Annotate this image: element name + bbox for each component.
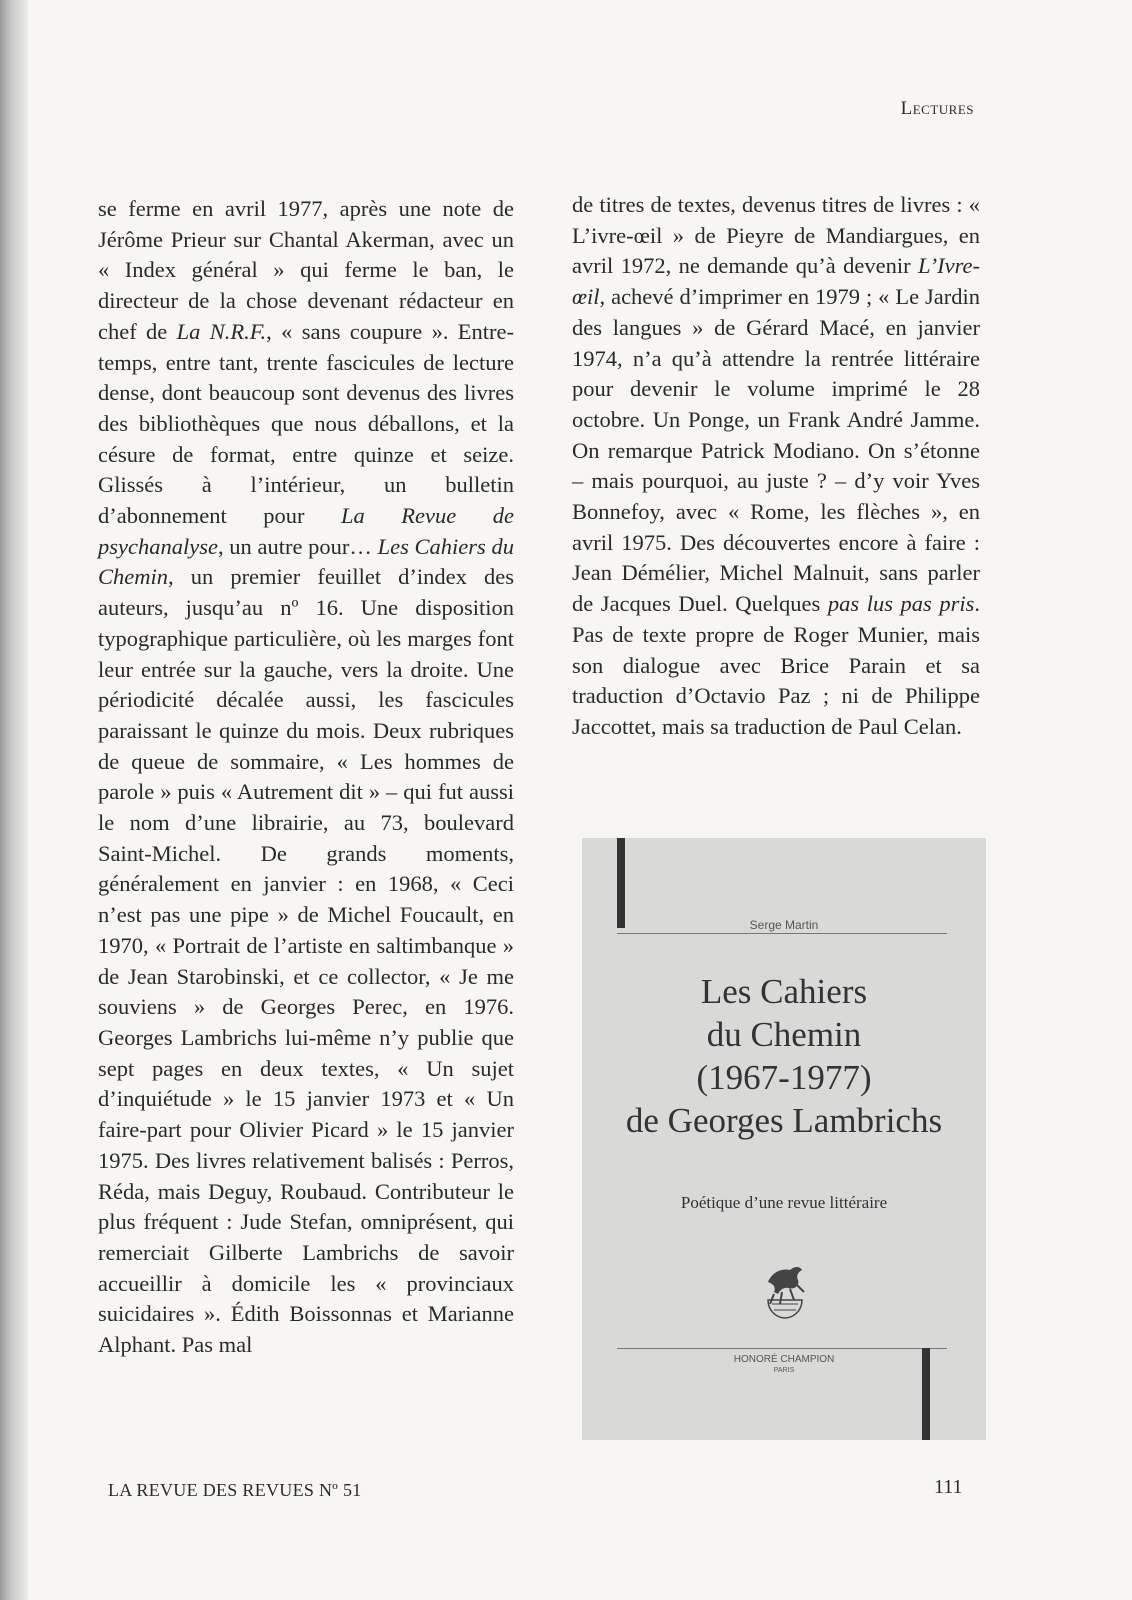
cover-publisher: HONORÉ CHAMPION	[733, 1354, 835, 1365]
cover-bottom-bar	[922, 1348, 930, 1440]
cover-title-line: Les Cahiers	[700, 972, 868, 1011]
footer-journal-title: LA REVUE DES REVUES Nº 51	[108, 1480, 362, 1500]
cover-title	[582, 970, 986, 1142]
cover-title-line: du Chemin	[706, 1015, 862, 1054]
cover-author: Serge Martin	[749, 918, 819, 932]
cover-title-line: de Georges Lambrichs	[625, 1101, 943, 1140]
cover-title-line: (1967-1977)	[696, 1058, 872, 1097]
running-head: Lectures	[900, 98, 974, 119]
right-column	[572, 190, 980, 743]
italic-phrase-pas-lus-pas-pris: pas lus pas pris	[827, 591, 975, 617]
left-column-paragraph	[98, 194, 514, 1361]
cover-top-bar	[617, 838, 625, 928]
page-spine-shadow	[0, 0, 28, 1600]
text-run: . Pas de texte propre de Roger Munier, mais son dialogue avec Brice Parain et sa traduction d’Octavio Paz ; ni de Philippe Jaccottet, mais sa traduction de Paul Celan.	[572, 591, 980, 739]
italic-title-revue-psychanalyse: La Revue de psychanalyse	[98, 503, 514, 559]
cover-subtitle: Poétique d’une revue littéraire	[680, 1193, 888, 1212]
horse-crest-emblem-icon	[754, 1260, 816, 1320]
left-column	[98, 194, 514, 1361]
right-column-paragraph	[572, 190, 980, 743]
page-number: 111	[934, 1476, 963, 1498]
cover-city: PARIS	[773, 1367, 795, 1374]
cover-bottom-rule	[617, 1348, 947, 1349]
text-run: , un autre pour…	[217, 533, 378, 559]
italic-title-nrf: La N.R.F.	[176, 318, 267, 344]
italic-title-ivre-oeil: L’Ivre-œil	[572, 253, 980, 310]
text-run: , un premier feuillet d’index des auteurs, jusqu’au nº 16. Une disposition typographique particulière, où les marges font leur entrée sur la gauche, vers la droite. Une périodicité décalée aussi, les fascicules paraissant le quinze du mois. Deux rubriques de queue de sommaire, « Les hommes de parole » puis « Autrement dit » – qui fut aussi le nom d’une librairie, au 73, boulevard Saint-Michel. De grands moments, généralement en janvier : en 1968, « Ceci n’est pas une pipe » de Michel Foucault, en 1970, « Portrait de l’artiste en saltimbanque » de Jean Starobinski, et ce collector, « Je me souviens » de Georges Perec, en 1976. Georges Lambrichs lui-même n’y publie que sept pages en deux textes, « Un sujet d’inquiétude » le 15 janvier 1973 et « Un faire-part pour Olivier Picard » le 15 janvier 1975. Des livres relativement balisés : Perros, Réda, mais Deguy, Roubaud. Contributeur le plus fréquent : Jude Stefan, omniprésent, qui remerciait Gilberte Lambrichs de savoir accueillir à domicile les « provinciaux suicidaires ». Édith Boissonnas et Marianne Alphant. Pas mal	[98, 564, 514, 1358]
text-run: de titres de textes, devenus titres de livres : « L’ivre-œil » de Pieyre de Mandiargues, en avril 1972, ne demande qu’à devenir	[572, 192, 980, 279]
text-run: , « sans coupure ». Entre-temps, entre tant, trente fascicules de lecture dense, dont beaucoup sont devenus des livres des bibliothèques que nous déballons, et la césure de format, entre quinze et seize. Glissés à l’intérieur, un bulletin d’abonnement pour	[98, 318, 514, 529]
book-cover-image	[582, 838, 986, 1440]
text-run: se ferme en avril 1977, après une note de Jérôme Prieur sur Chantal Akerman, avec un « Index général » qui ferme le ban, le directeur de la chose devenant rédacteur en chef de	[98, 196, 514, 344]
cover-top-rule	[617, 933, 947, 934]
text-run: , achevé d’imprimer en 1979 ; « Le Jardin des langues » de Gérard Macé, en janvier 1974, n’a qu’à attendre la rentrée littéraire pour devenir le volume imprimé le 28 octobre. Un Ponge, un Frank André Jamme. On remarque Patrick Modiano. On s’étonne – mais pourquoi, au juste ? – d’y voir Yves Bonnefoy, avec « Rome, les flèches », en avril 1975. Des découvertes encore à faire : Jean Démélier, Michel Malnuit, sans parler de Jacques Duel. Quelques	[572, 284, 980, 617]
italic-title-cahiers-chemin: Les Cahiers du Chemin	[98, 533, 514, 590]
